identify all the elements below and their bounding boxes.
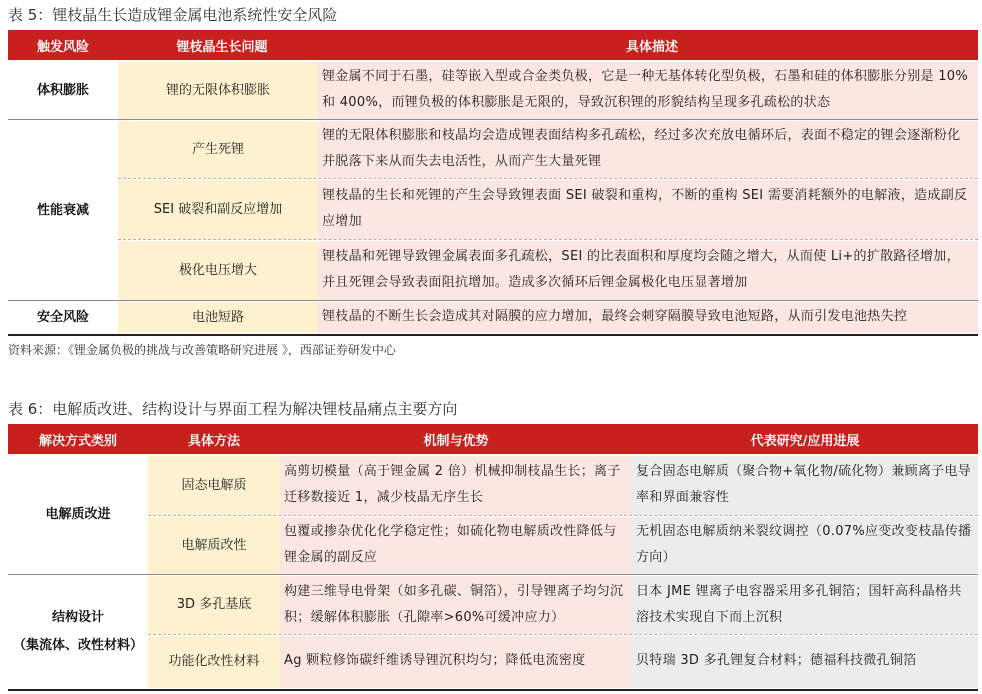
table5-header-risk: 触发风险 xyxy=(36,39,89,55)
table5-header-desc: 具体描述 xyxy=(625,39,678,55)
table5-source: 资料来源：《锂金属负极的挑战与改善策略研究进展 》，西部证券研发中心 xyxy=(8,343,396,357)
table6-method-cell: 固态电解质 xyxy=(148,456,280,515)
table6-header-category: 解决方式类别 xyxy=(38,433,117,449)
table5-problem-cell: 极化电压增大 xyxy=(118,241,318,300)
table5-header-problem: 锂枝晶生长问题 xyxy=(176,39,268,55)
table5-problem-cell: SEI 破裂和副反应增加 xyxy=(118,180,318,239)
table6-method-cell: 电解质改性 xyxy=(148,517,280,574)
table5-description-cell: 锂枝晶和死锂导致锂金属表面多孔疏松，SEI 的比表面积和厚度均会随之增大，从而使 Li+的扩散路径增加，并且死锂会导致表面阻抗增加。造成多次循环后锂金属极化电压显著增加 xyxy=(318,241,978,300)
table6-header-mechanism: 机制与优势 xyxy=(423,433,489,449)
table5-header-row xyxy=(8,30,978,60)
table5-description-cell: 锂枝晶的生长和死锂的产生会导致锂表面 SEI 破裂和重构，不断的重构 SEI 需要消耗额外的电解液，造成副反应增加 xyxy=(318,180,978,239)
table6-divider xyxy=(8,574,978,575)
table5-problem-cell: 电池短路 xyxy=(118,302,318,333)
table5-divider xyxy=(118,239,978,240)
table5-divider xyxy=(8,300,978,301)
table6-bottom-rule xyxy=(8,689,978,691)
table5-category-safety: 安全风险 xyxy=(36,309,89,325)
table6-method-cell: 功能化改性材料 xyxy=(148,636,280,688)
table5-divider xyxy=(118,178,978,179)
table5-description-cell: 锂金属不同于石墨，硅等嵌入型或合金类负极，它是一种无基体转化型负极，石墨和硅的体积膨胀分别是 10%和 400%，而锂负极的体积膨胀是无限的，导致沉积锂的形貌结构呈现多孔疏松的状态 xyxy=(318,62,978,119)
table5-description-cell: 锂的无限体积膨胀和枝晶均会造成锂表面结构多孔疏松，经过多次充放电循环后，表面不稳定的锂会逐渐粉化并脱落下来从而失去电活性，从而产生大量死锂 xyxy=(318,121,978,178)
table6-header-method: 具体方法 xyxy=(187,433,240,449)
table5-category-volume: 体积膨胀 xyxy=(36,82,89,98)
table6-header-progress: 代表研究/应用进展 xyxy=(750,433,860,449)
table5-bottom-rule xyxy=(8,334,978,336)
table6-mechanism-cell: Ag 颗粒修饰碳纤维诱导锂沉积均匀；降低电流密度 xyxy=(280,636,632,688)
table6-progress-cell: 复合固态电解质（聚合物+氧化物/硫化物）兼顾离子电导率和界面兼容性 xyxy=(632,456,978,515)
table6-progress-cell: 无机固态电解质纳米裂纹调控（0.07%应变改变枝晶传播方向） xyxy=(632,517,978,574)
table6-progress-cell: 贝特瑞 3D 多孔锂复合材料；德福科技微孔铜箔 xyxy=(632,636,978,688)
table6-divider xyxy=(148,634,978,635)
table6-category-electrolyte: 电解质改进 xyxy=(45,507,111,522)
table5-divider xyxy=(8,119,978,120)
table6-mechanism-cell: 构建三维导电骨架（如多孔碳、铜箔），引导锂离子均匀沉积；缓解体积膨胀（孔隙率>60%可缓冲应力） xyxy=(280,576,632,634)
table6-divider xyxy=(148,515,978,516)
table6-mechanism-cell: 高剪切模量（高于锂金属 2 倍）机械抑制枝晶生长；离子迁移数接近 1，减少枝晶无序生长 xyxy=(280,456,632,515)
table6-header-row xyxy=(8,424,978,454)
table6-category-structure-subtitle: （集流体、改性材料） xyxy=(12,638,143,653)
table6-category-structure-title: 结构设计 xyxy=(51,610,104,625)
table5-caption: 表 5：锂枝晶生长造成锂金属电池系统性安全风险 xyxy=(8,6,338,24)
table6-caption: 表 6：电解质改进、结构设计与界面工程为解决锂枝晶痛点主要方向 xyxy=(8,400,458,418)
table6-mechanism-cell: 包覆或掺杂优化化学稳定性；如硫化物电解质改性降低与锂金属的副反应 xyxy=(280,517,632,574)
table6-method-cell: 3D 多孔基底 xyxy=(148,576,280,634)
table5-problem-cell: 产生死锂 xyxy=(118,121,318,178)
table6-category-structure xyxy=(8,576,148,688)
table5-problem-cell: 锂的无限体积膨胀 xyxy=(118,62,318,119)
table6-progress-cell: 日本 JME 锂离子电容器采用多孔铜箔；国轩高科晶格共溶技术实现自下而上沉积 xyxy=(632,576,978,634)
table5-description-cell: 锂枝晶的不断生长会造成其对隔膜的应力增加，最终会刺穿隔膜导致电池短路，从而引发电池热失控 xyxy=(318,302,978,333)
table5-category-performance: 性能衰减 xyxy=(36,202,89,218)
